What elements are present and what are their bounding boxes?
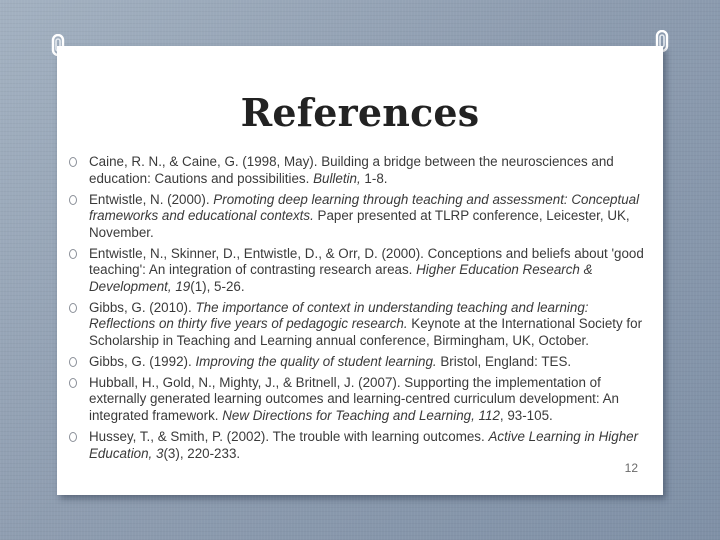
reference-italic-text: The importance of context in understanding teaching and learning: Reflections on thirty five years of pedagogic research. [89, 299, 589, 332]
reference-text: Entwistle, N., Skinner, D., Entwistle, D., & Orr, D. (2000). Conceptions and beliefs about 'good teaching': An integration of contrasting research areas. [89, 245, 644, 278]
slide-title: References [240, 90, 480, 135]
hollow-circle-bullet-icon [69, 357, 77, 367]
reference-text: Bristol, England: TES. [436, 353, 572, 369]
reference-item [69, 354, 649, 371]
reference-text: 1-8. [360, 170, 388, 186]
reference-item [69, 429, 649, 462]
reference-text: Caine, R. N., & Caine, G. (1998, May). Building a bridge between the neurosciences and education: Cautions and possibilities. [89, 154, 614, 186]
reference-list [69, 154, 649, 467]
hollow-circle-bullet-icon [69, 378, 77, 388]
reference-text: Keynote at the International Society for Scholarship in Teaching and Learning annual conference, Birmingham, UK, October. [89, 316, 643, 348]
reference-text: Gibbs, G. (1992). [89, 353, 196, 369]
reference-text: (1), 5-26. [190, 278, 245, 294]
hollow-circle-bullet-icon [69, 157, 77, 167]
reference-item [69, 192, 649, 242]
reference-text: Entwistle, N. (2000). [89, 191, 214, 207]
reference-text: Hussey, T., & Smith, P. (2002). The trouble with learning outcomes. [89, 429, 489, 445]
reference-text: Gibbs, G. (2010). [89, 299, 196, 315]
reference-item [69, 375, 649, 425]
reference-italic-text: Higher Education Research & Development, 19 [89, 262, 593, 294]
reference-italic-text: Improving the quality of student learning. [195, 353, 437, 369]
reference-text: , 93-105. [499, 407, 553, 423]
hollow-circle-bullet-icon [69, 432, 77, 442]
reference-text: (3), 220-233. [163, 445, 241, 461]
reference-item [69, 246, 649, 296]
hollow-circle-bullet-icon [69, 195, 77, 205]
reference-italic-text: New Directions for Teaching and Learning, 112 [222, 407, 500, 423]
reference-italic-text: Active Learning in Higher Education, 3 [89, 429, 639, 461]
reference-italic-text: Promoting deep learning through teaching and assessment: Conceptual frameworks and educational contexts. [89, 191, 640, 224]
reference-item [69, 300, 649, 350]
hollow-circle-bullet-icon [69, 303, 77, 313]
reference-italic-text: Bulletin, [313, 170, 361, 186]
page-number: 12 [624, 461, 638, 475]
hollow-circle-bullet-icon [69, 249, 77, 259]
reference-text: Hubball, H., Gold, N., Mighty, J., & Britnell, J. (2007). Supporting the implementation of externally generated learning outcomes and learning-centred curriculum development: An integrated framework. [89, 374, 619, 423]
reference-text: Paper presented at TLRP conference, Leicester, UK, November. [89, 208, 630, 240]
reference-item [69, 154, 649, 187]
